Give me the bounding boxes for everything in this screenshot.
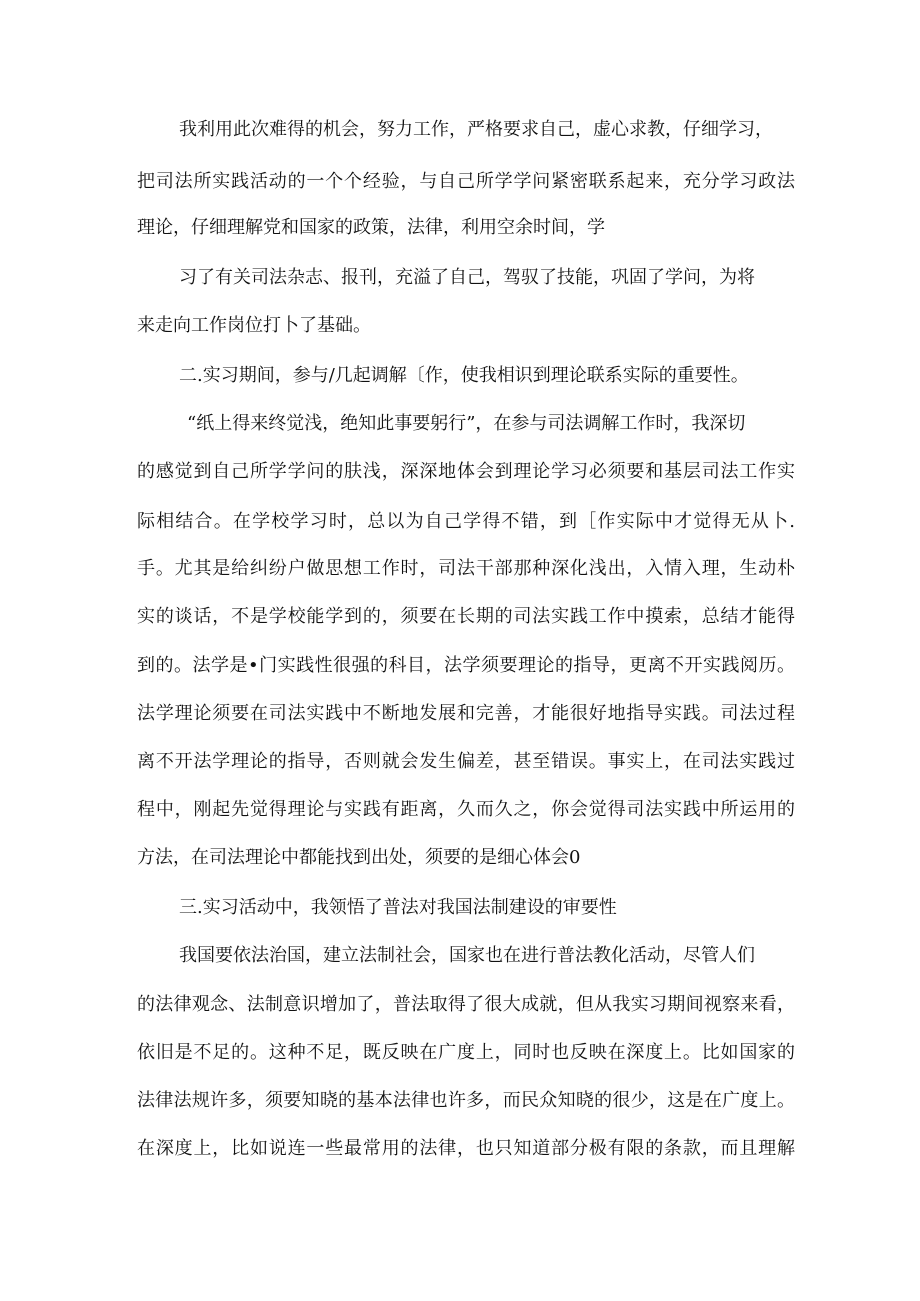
text-line: 依旧是不足的。这种不足，既反映在广度上，同时也反映在深度上。比如国家的 (137, 1042, 795, 1063)
text-line: 我利用此次难得的机会，努力工作，严格要求自己，虚心求教，仔细学习， (179, 119, 773, 140)
text-line: 的法律观念、法制意识增加了，普法取得了很大成就，但从我实习期间视察来看， (137, 994, 795, 1015)
text-line: 到的。法学是•门实践性很强的科目，法学须要理论的指导，更离不开实践阅历。 (137, 655, 795, 676)
text-line: 实的谈话，不是学校能学到的，须要在长期的司法实践工作中摸索，总结才能得 (137, 606, 795, 627)
text-line: 方法，在司法理论中都能找到出处，须要的是细心体会0 (137, 847, 581, 868)
text-line: 法律法规许多，须要知晓的基本法律也许多，而民众知晓的很少，这是在广度上。 (137, 1090, 795, 1111)
text-line: “纸上得来终觉浅，绝知此事要躬行”，在参与司法调解工作时，我深切 (187, 413, 746, 434)
section-heading: 二.实习期间，参与/几起调解〔作，使我相识到理论联系实际的重要性。 (179, 365, 749, 386)
text-line: 手。尤其是给纠纷户做思想工作时，司法干部那种深化浅出，入情入理，生动朴 (137, 558, 795, 579)
text-line: 理论，仔细理解党和国家的政策，法律，利用空余时间，学 (137, 217, 605, 238)
text-line: 的感觉到自己所学学问的肤浅，深深地体会到理论学习必须要和基层司法工作实 (137, 461, 795, 482)
text-line: 来走向工作岗位打卜了基础。 (137, 315, 371, 336)
text-line: 把司法所实践活动的一个个经验，与自己所学学问紧密联系起来，充分学习政法 (137, 171, 795, 192)
text-line: 在深度上，比如说连一些最常用的法律，也只知道部分极有限的条款，而且理解 (137, 1138, 795, 1159)
text-line: 际相结合。在学校学习时，总以为自己学得不错，到［作实际中才觉得无从卜. (137, 511, 795, 532)
section-heading: 三.实习活动中，我领悟了普法对我国法制建设的审要性 (179, 897, 617, 918)
text-line: 法学理论须要在司法实践中不断地发展和完善，才能很好地指导实践。司法过程 (137, 703, 795, 724)
text-line: 离不开法学理论的指导，否则就会发生偏差，甚至错误。事实上，在司法实践过 (137, 751, 795, 772)
text-line: 我国要依法治国，建立法制社会，国家也在进行普法教化活动，尽管人们 (179, 945, 755, 966)
text-line: 习了有关司法杂志、报刊，充溢了自己，驾驭了技能，巩固了学问，为将 (179, 267, 755, 288)
text-line: 程中，刚起先觉得理论与实践有距离，久而久之，你会觉得司法实践中所运用的 (137, 799, 795, 820)
